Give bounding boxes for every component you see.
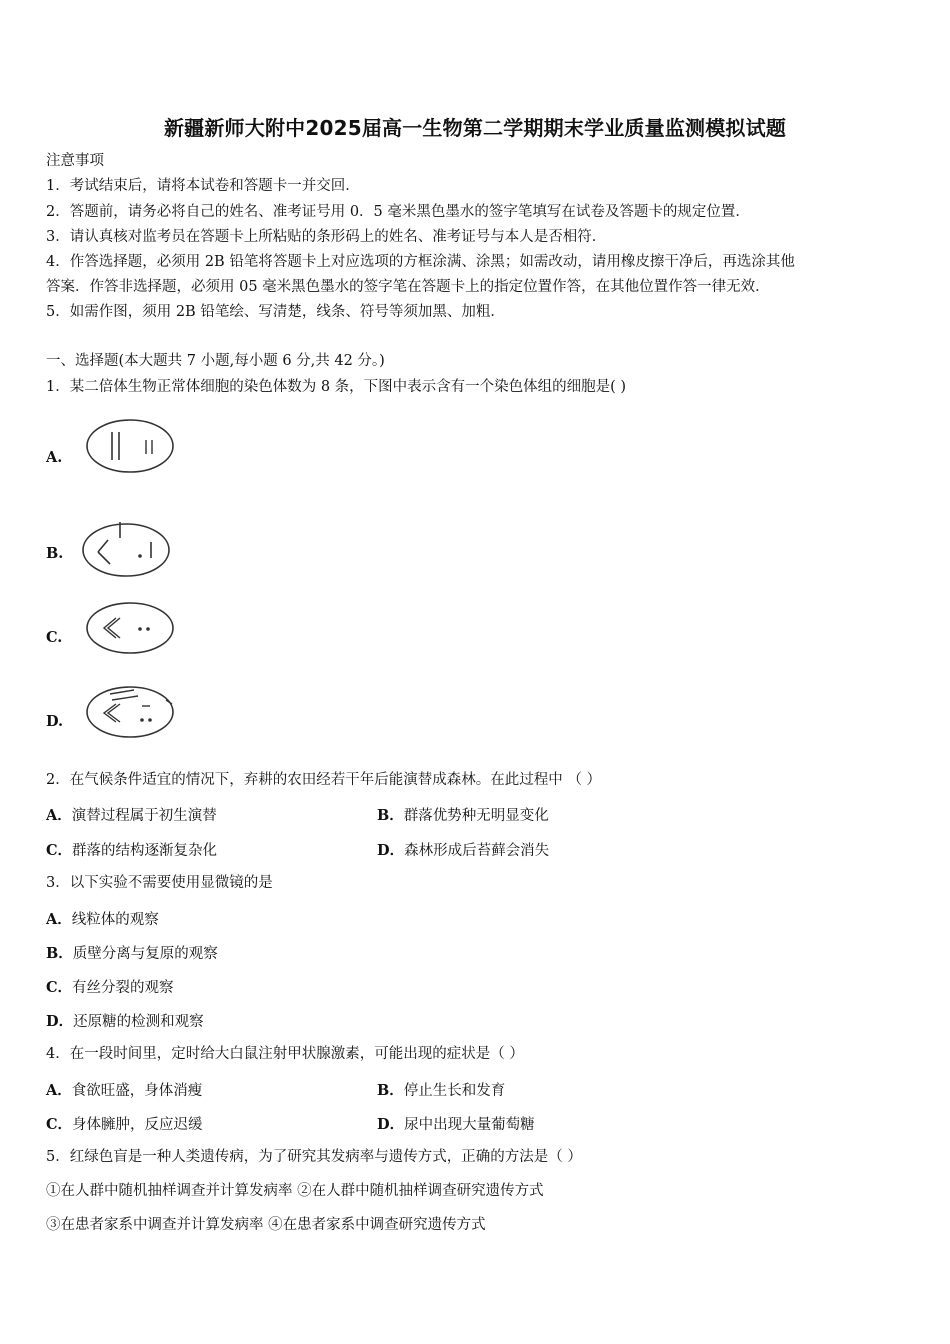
q1-option-a-label: A.: [46, 449, 63, 466]
q3-option-d-text: 还原糖的检测和观察: [73, 1014, 204, 1030]
cell-diagram-a: [82, 416, 192, 478]
cell-diagram-d: [80, 680, 190, 742]
cell-diagram-c: [80, 600, 190, 662]
q2-option-a: [46, 804, 217, 825]
q5-statements-1: ①在人群中随机抽样调查并计算发病率 ②在人群中随机抽样调查研究遗传方式: [46, 1183, 544, 1199]
q3-option-c: [46, 976, 174, 997]
q1-option-b-label: B.: [46, 545, 64, 562]
q3-option-b-text: 质壁分离与复原的观察: [72, 946, 218, 962]
q4-option-d-text: 尿中出现大量葡萄糖: [404, 1117, 535, 1133]
q2-option-c-key: C．: [46, 842, 73, 859]
q2-stem: 2．在气候条件适宜的情况下，弃耕的农田经若干年后能演替成森林。在此过程中 （ ）: [46, 772, 601, 788]
q3-option-b: [46, 942, 218, 963]
q3-option-a: [46, 908, 159, 929]
q3-option-a-text: 线粒体的观察: [71, 912, 159, 928]
q3-option-c-key: C．: [46, 979, 73, 996]
q4-option-a-text: 食欲旺盛，身体消瘦: [71, 1083, 203, 1099]
q4-option-a-key: A．: [46, 1082, 72, 1099]
q3-option-d-key: D．: [46, 1013, 74, 1030]
notice-item-4: 4．作答选择题，必须用 2B 铅笔将答题卡上对应选项的方框涂满、涂黑；如需改动，请用橡皮擦干净后，再选涂其他: [46, 254, 795, 270]
q3-stem: 3．以下实验不需要使用显微镜的是: [46, 875, 273, 891]
notice-item-2: 2．答题前，请务必将自己的姓名、准考证号用 0．5 毫米黑色墨水的签字笔填写在试卷及答题卡的规定位置．: [46, 204, 750, 220]
q4-option-d: [377, 1113, 535, 1134]
q2-option-a-key: A．: [46, 807, 72, 824]
q2-option-b-key: B．: [377, 807, 404, 824]
q4-option-d-key: D．: [377, 1116, 405, 1133]
q1-stem: 1．某二倍体生物正常体细胞的染色体数为 8 条，下图中表示含有一个染色体组的细胞是( ): [46, 379, 627, 395]
notice-item-3: 3．请认真核对监考员在答题卡上所粘贴的条形码上的姓名、准考证号与本人是否相符．: [46, 229, 607, 245]
notice-item-4-cont: 答案．作答非选择题，必须用 05 毫米黑色墨水的签字笔在答题卡上的指定位置作答，在其他位置作答一律无效．: [46, 279, 770, 295]
q4-option-b: [377, 1079, 505, 1100]
notice-item-1: 1．考试结束后，请将本试卷和答题卡一并交回．: [46, 178, 360, 194]
q4-option-b-key: B．: [377, 1082, 404, 1099]
q2-option-a-text: 演替过程属于初生演替: [71, 808, 217, 824]
q2-option-c-text: 群落的结构逐渐复杂化: [72, 843, 218, 859]
q2-option-d: [377, 839, 549, 860]
q2-option-c: [46, 839, 217, 860]
q3-option-a-key: A．: [46, 911, 72, 928]
q2-option-b-text: 群落优势种无明显变化: [403, 808, 549, 824]
q4-option-c: [46, 1113, 203, 1134]
notice-heading: 注意事项: [46, 153, 104, 169]
q4-option-b-text: 停止生长和发育: [403, 1083, 506, 1099]
q5-statements-2: ③在患者家系中调查并计算发病率 ④在患者家系中调查研究遗传方式: [46, 1217, 486, 1233]
q4-option-a: [46, 1079, 202, 1100]
q3-option-c-text: 有丝分裂的观察: [72, 980, 174, 996]
q2-option-b: [377, 804, 549, 825]
q4-option-c-text: 身体臃肿，反应迟缓: [72, 1117, 203, 1133]
cell-diagram-b: [78, 518, 188, 580]
q4-stem: 4．在一段时间里，定时给大白鼠注射甲状腺激素，可能出现的症状是（ ）: [46, 1046, 524, 1062]
exam-title: 新疆新师大附中2025届高一生物第二学期期末学业质量监测模拟试题: [163, 116, 787, 140]
q4-option-c-key: C．: [46, 1116, 73, 1133]
q2-option-d-key: D．: [377, 842, 405, 859]
notice-item-5: 5．如需作图，须用 2B 铅笔绘、写清楚，线条、符号等须加黑、加粗．: [46, 304, 505, 320]
section-heading: 一、选择题(本大题共 7 小题,每小题 6 分,共 42 分。): [46, 353, 385, 369]
q3-option-b-key: B．: [46, 945, 73, 962]
q3-option-d: [46, 1010, 204, 1031]
q1-option-c-label: C.: [46, 629, 63, 646]
q1-option-d-label: D.: [46, 713, 64, 730]
q5-stem: 5．红绿色盲是一种人类遗传病，为了研究其发病率与遗传方式，正确的方法是（ ）: [46, 1149, 582, 1165]
q2-option-d-text: 森林形成后苔藓会消失: [404, 843, 550, 859]
